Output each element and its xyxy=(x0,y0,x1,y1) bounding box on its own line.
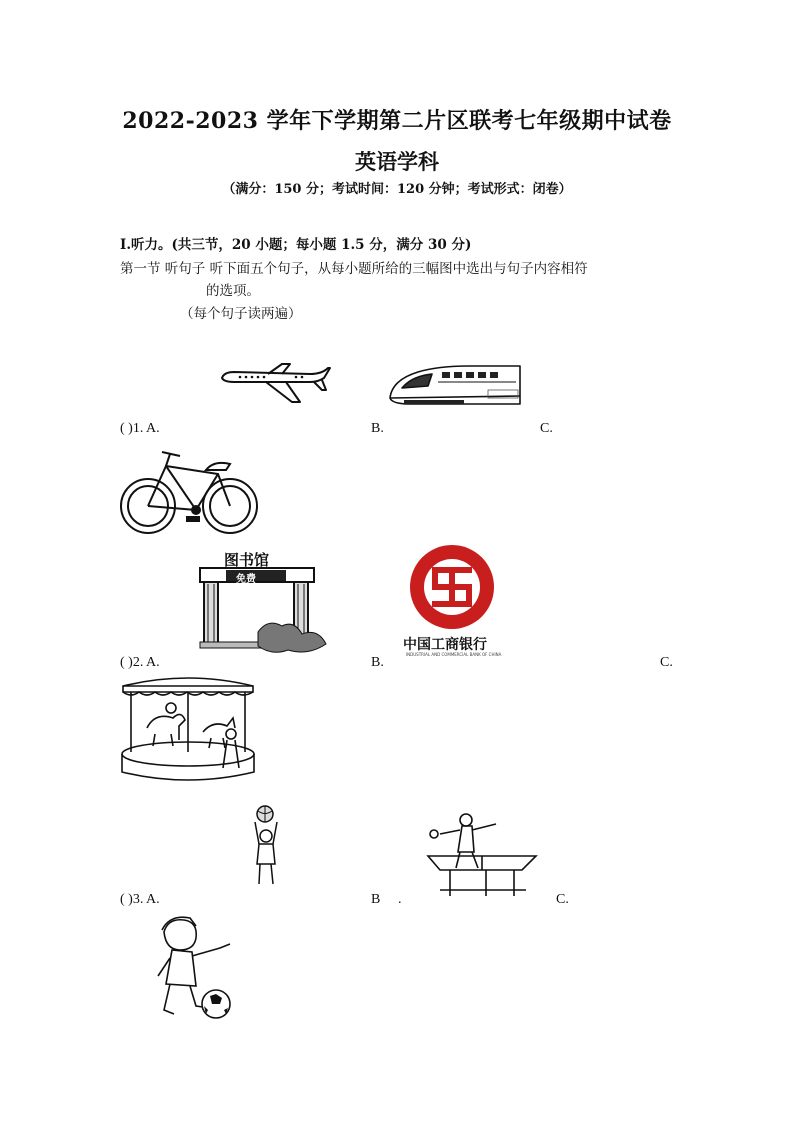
soccer-boy-icon xyxy=(150,914,238,1020)
q1-option-b-label: B. xyxy=(371,421,384,436)
part1-instruction-line1: 第一节 听句子 听下面五个句子，从每小题所给的三幅图中选出与句子内容相符 xyxy=(120,261,588,277)
bank-logo-icon xyxy=(408,543,496,631)
q1-option-c-label: C. xyxy=(540,421,553,436)
q1-stem: ( )1. A. xyxy=(120,421,160,436)
high-speed-train-icon xyxy=(388,360,523,412)
part1-note: （每个句子读两遍） xyxy=(180,306,302,322)
basketball-player-icon xyxy=(247,804,287,888)
library-sign: 图书馆 xyxy=(224,551,270,569)
part1-instruction-line2: 的选项。 xyxy=(206,283,260,299)
q3-stem: ( )3. A. xyxy=(120,892,160,907)
library-plate: 免费 xyxy=(236,574,256,585)
exam-title: 2022-2023 学年下学期第二片区联考七年级期中试卷 xyxy=(122,108,672,134)
bank-name: 中国工商银行 xyxy=(403,637,487,653)
exam-subject: 英语学科 xyxy=(355,149,439,174)
q3-option-b-dot: . xyxy=(398,892,402,907)
table-tennis-icon xyxy=(426,812,538,900)
carousel-icon xyxy=(119,672,257,784)
section-heading: I.听力。(共三节，20 小题；每小题 1.5 分，满分 30 分) xyxy=(120,237,472,253)
bicycle-icon xyxy=(118,444,260,536)
q3-option-b-label: B xyxy=(371,892,381,907)
airplane-icon xyxy=(218,362,333,410)
exam-meta: （满分：150 分；考试时间：120 分钟；考试形式：闭卷） xyxy=(222,182,572,197)
q2-option-b-label: B. xyxy=(371,655,384,670)
q2-option-c-label: C. xyxy=(660,655,673,670)
bank-sub: INDUSTRIAL AND COMMERCIAL BANK OF CHINA xyxy=(406,652,502,657)
q2-stem: ( )2. A. xyxy=(120,655,160,670)
q3-option-c-label: C. xyxy=(556,892,569,907)
